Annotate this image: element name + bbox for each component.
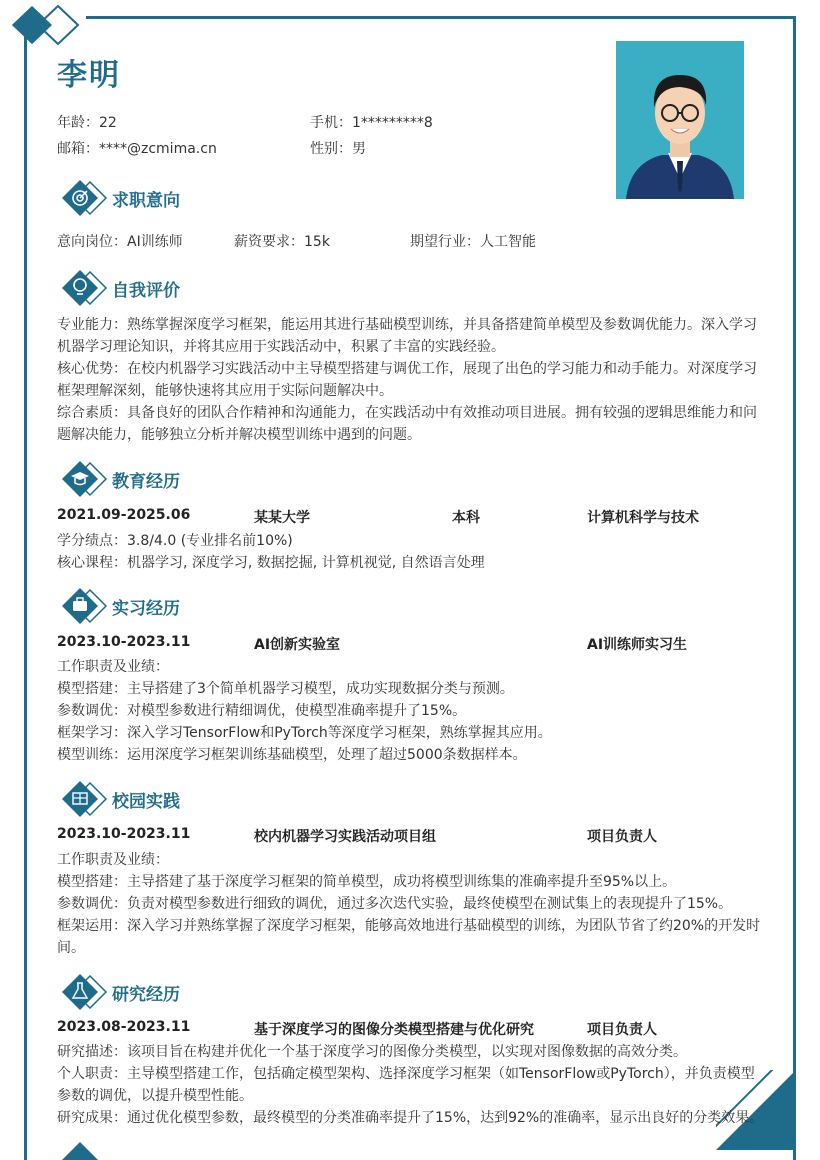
phone-value: 1*********8 [352,115,433,131]
education-courses: 核心课程：机器学习, 深度学习, 数据挖掘, 计算机视觉, 自然语言处理 [57,555,485,571]
section-header-self-eval [60,268,180,308]
target-icon [60,178,108,218]
section-title-campus: 校园实践 [112,791,180,812]
research-line: 研究描述：该项目旨在构建并优化一个基于深度学习的图像分类模型，以实现对图像数据的高效分类。 [57,1044,687,1060]
self-eval-line: 框架理解深刻，能够快速将其应用于实际问题解决中。 [57,383,393,399]
candidate-name: 李明 [57,58,121,93]
section-title-self-eval: 自我评价 [112,280,180,301]
campus-line: 工作职责及业绩： [57,852,169,868]
internship-line: 框架学习：深入学习TensorFlow和PyTorch等深度学习框架，熟练掌握其应用。 [57,725,552,741]
cut-off-section-icon [60,1140,108,1160]
lightbulb-icon [60,268,108,308]
age-row [57,112,117,132]
research-body [57,1041,767,1129]
campus-line: 参数调优：负责对模型参数进行细致的调优，通过多次迭代实验，最终使模型在测试集上的表现提升了15%。 [57,896,733,912]
internship-company: AI创新实验室 [254,637,341,653]
self-eval-body [57,314,767,446]
education-date: 2021.09-2025.06 [57,507,191,523]
campus-org: 校内机器学习实践活动项目组 [254,829,436,845]
age-value: 22 [99,115,117,131]
graduation-cap-icon [60,459,108,499]
campus-date: 2023.10-2023.11 [57,826,191,842]
education-school: 某某大学 [254,510,310,526]
email-label: 邮箱： [57,141,99,157]
campus-line: 间。 [57,940,85,956]
research-line: 研究成果：通过优化模型参数，最终模型的分类准确率提升了15%，达到92%的准确率，显示出良好的分类效果。 [57,1110,764,1126]
email-row [57,138,217,158]
internship-body [57,656,767,766]
section-title-internship: 实习经历 [112,598,180,619]
campus-line: 模型搭建：主导搭建了基于深度学习框架的简单模型，成功将模型训练集的准确率提升至95%以上。 [57,874,677,890]
self-eval-line: 机器学习理论知识，并将其应用于实践活动中，积累了丰富的实践经验。 [57,339,505,355]
corner-diamond-ornament [8,2,88,48]
section-header-internship [60,586,180,626]
campus-line: 框架运用：深入学习并熟练掌握了深度学习框架，能够高效地进行基础模型的训练，为团队节省了约20%的开发时 [57,918,761,934]
self-eval-line: 题解决能力，能够独立分析并解决模型训练中遇到的问题。 [57,427,421,443]
internship-line: 模型搭建：主导搭建了3个简单机器学习模型，成功实现数据分类与预测。 [57,681,514,697]
research-line: 个人职责：主导模型搭建工作，包括确定模型架构、选择深度学习框架（如TensorFlow或PyTorch），并负责模型 [57,1066,755,1082]
internship-line: 模型训练：运用深度学习框架训练基础模型，处理了超过5000条数据样本。 [57,747,527,763]
age-label: 年龄： [57,115,99,131]
education-major: 计算机科学与技术 [587,510,699,526]
frame-right-line [793,16,796,1160]
gender-value: 男 [352,141,366,157]
phone-row [310,112,433,132]
email-value: ****@zcmima.cn [99,141,217,157]
section-title-research: 研究经历 [112,984,180,1005]
campus-body [57,849,767,959]
briefcase-icon [60,586,108,626]
section-header-research [60,972,180,1012]
internship-line: 工作职责及业绩： [57,659,169,675]
intent-industry: 期望行业：人工智能 [410,234,536,250]
self-eval-line: 综合素质：具备良好的团队合作精神和沟通能力，在实践活动中有效推动项目进展。拥有较强的逻辑思维能力和问 [57,405,757,421]
frame-top-line [86,16,796,19]
education-gpa: 学分绩点：3.8/4.0 (专业排名前10%) [57,533,293,549]
campus-role: 项目负责人 [587,829,657,845]
profile-photo [616,41,744,199]
research-role: 项目负责人 [587,1022,657,1038]
section-header-intent [60,178,180,218]
intent-salary: 薪资要求：15k [234,234,330,250]
research-date: 2023.08-2023.11 [57,1019,191,1035]
research-project: 基于深度学习的图像分类模型搭建与优化研究 [254,1022,534,1038]
gender-label: 性别： [310,141,352,157]
education-degree: 本科 [452,510,480,526]
section-header-campus [60,779,180,819]
internship-role: AI训练师实习生 [587,637,688,653]
section-title-education: 教育经历 [112,471,180,492]
building-icon [60,779,108,819]
phone-label: 手机： [310,115,352,131]
frame-left-line [24,26,27,1160]
section-header-education [60,459,180,499]
internship-date: 2023.10-2023.11 [57,634,191,650]
self-eval-line: 核心优势：在校内机器学习实践活动中主导模型搭建与调优工作，展现了出色的学习能力和动手能力。对深度学习 [57,361,757,377]
gender-row [310,138,366,158]
flask-icon [60,972,108,1012]
section-title-intent: 求职意向 [112,190,180,211]
internship-line: 参数调优：对模型参数进行精细调优，使模型准确率提升了15%。 [57,703,467,719]
self-eval-line: 专业能力：熟练掌握深度学习框架，能运用其进行基础模型训练，并具备搭建简单模型及参数调优能力。深入学习 [57,317,757,333]
portrait-illustration [616,41,744,199]
intent-position: 意向岗位：AI训练师 [57,234,183,250]
research-line: 参数的调优，以提升模型性能。 [57,1088,253,1104]
